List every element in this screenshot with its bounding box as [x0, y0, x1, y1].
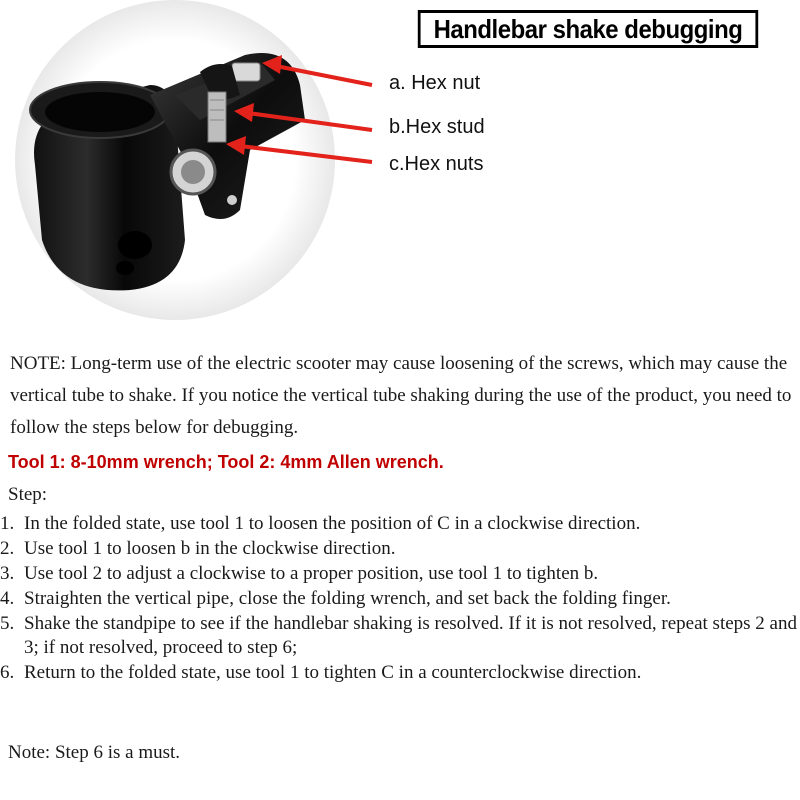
list-item	[0, 612, 800, 660]
step-text: Straighten the vertical pipe, close the folding wrench, and set back the folding finger.	[24, 588, 671, 609]
list-item	[0, 562, 800, 586]
step-number: 1.	[0, 513, 15, 534]
list-item	[0, 587, 800, 611]
step-number: 2.	[0, 538, 15, 559]
hinge-illustration	[0, 0, 400, 330]
step-number: 6.	[0, 662, 15, 683]
list-item	[0, 661, 800, 685]
page-title: Handlebar shake debugging	[418, 10, 758, 48]
step-text: Use tool 2 to adjust a clockwise to a proper position, use tool 1 to tighten b.	[24, 563, 599, 584]
product-photo	[0, 0, 400, 330]
step-text: Return to the folded state, use tool 1 to tighten C in a counterclockwise direction.	[24, 662, 642, 683]
label-hex-stud: b.Hex stud	[389, 116, 485, 138]
list-item	[0, 512, 800, 536]
list-item	[0, 537, 800, 561]
step-heading: Step:	[8, 484, 48, 505]
step-text: In the folded state, use tool 1 to loosen the position of C in a clockwise direction.	[24, 513, 641, 534]
tube-hole	[118, 231, 152, 259]
final-note: Note: Step 6 is a must.	[8, 742, 181, 763]
tube-hole	[116, 261, 134, 275]
steps-list	[0, 512, 800, 685]
step-text: Shake the standpipe to see if the handlebar shaking is resolved. If it is not resolved, repeat steps 2 and 3; if not resolved, proceed to step 6;	[24, 613, 797, 658]
step-number: 4.	[0, 588, 15, 609]
step-number: 5.	[0, 613, 15, 634]
screw-icon	[227, 195, 237, 205]
step-number: 3.	[0, 563, 15, 584]
tools-line: Tool 1: 8-10mm wrench; Tool 2: 4mm Allen wrench.	[8, 452, 444, 472]
label-hex-nuts: c.Hex nuts	[389, 153, 484, 175]
label-hex-nut: a. Hex nut	[389, 72, 481, 94]
step-text: Use tool 1 to loosen b in the clockwise direction.	[24, 538, 396, 559]
note-paragraph: NOTE: Long-term use of the electric scooter may cause loosening of the screws, which may cause the vertical tube to shake. If you notice the vertical tube shaking during the use of the product, you need to follow the steps below for debugging.	[10, 353, 792, 438]
hex-nut-a-icon	[232, 63, 260, 81]
